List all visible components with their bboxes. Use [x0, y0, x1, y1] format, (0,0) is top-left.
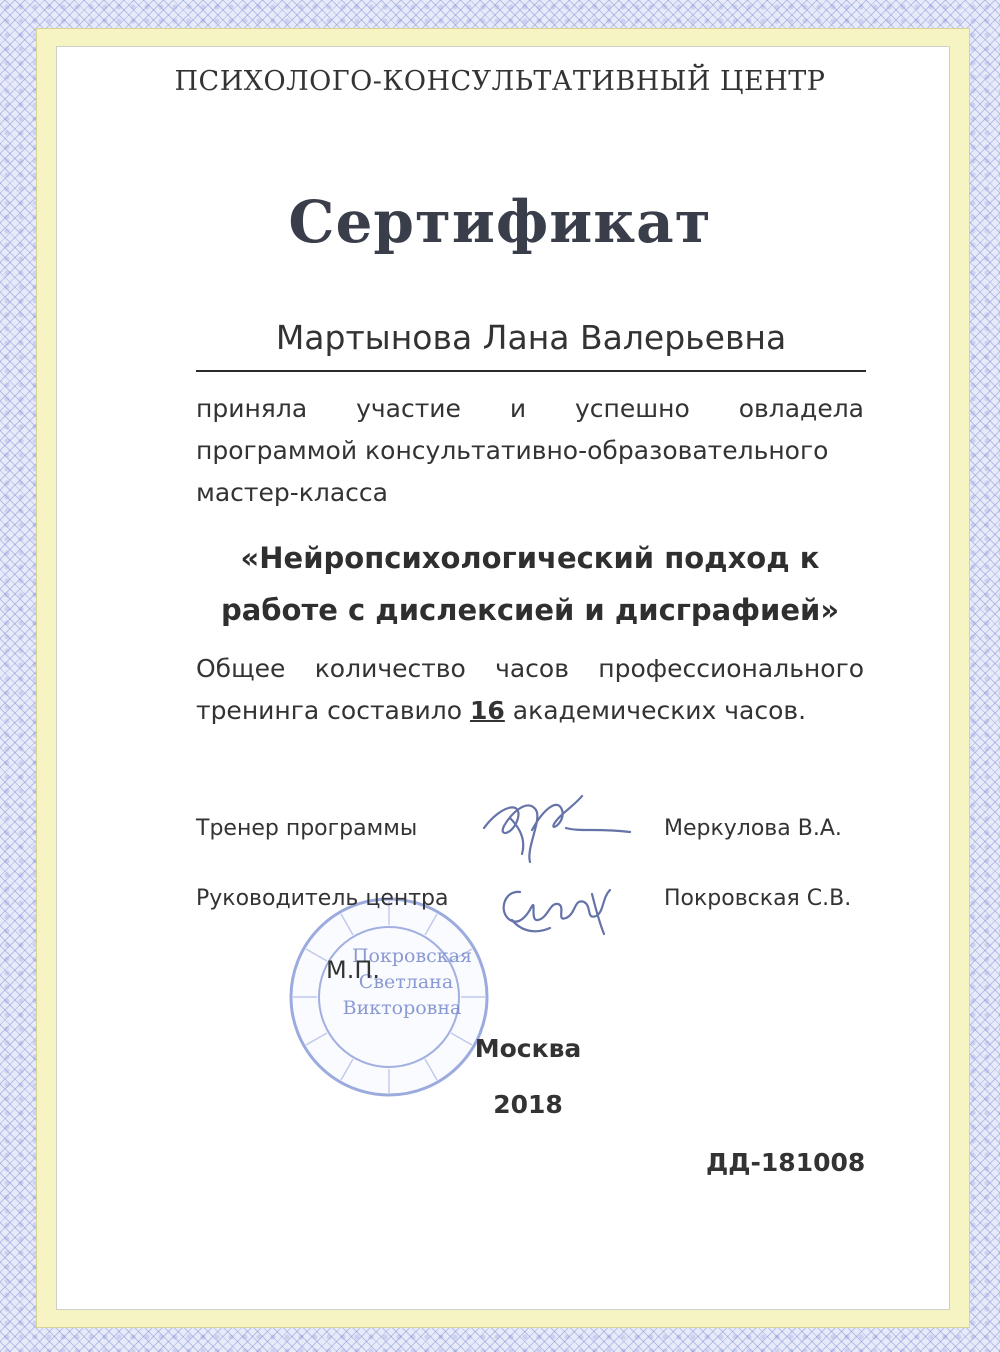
recipient-underline [196, 370, 866, 372]
recipient-name: Мартынова Лана Валерьевна [275, 318, 787, 357]
stamp-text-line-2: Светлана [358, 971, 454, 993]
course-title-line-1: «Нейропсихологический подход к [240, 541, 820, 575]
stamp-text-line-3: Викторовна [342, 997, 462, 1019]
hours-text [196, 648, 864, 732]
trainer-role-label: Тренер программы [196, 816, 418, 841]
hours-line-2-prefix: тренинга составило [196, 696, 463, 725]
participation-line-3: мастер-класса [196, 478, 388, 507]
document-number: ДД-181008 [706, 1148, 866, 1177]
course-title [150, 532, 910, 636]
participation-text [196, 388, 864, 514]
certificate-title: Сертификат [288, 188, 712, 256]
stamp-seal [284, 892, 494, 1102]
hours-line-2 [196, 690, 864, 732]
hours-line-1: Общее количество часов профессионального [196, 654, 864, 683]
issue-year: 2018 [493, 1090, 563, 1119]
center-head-role-label: Руководитель центра [196, 886, 449, 911]
center-head-name: Покровская С.В. [664, 886, 852, 911]
trainer-signature [470, 788, 640, 874]
course-title-line-2: работе с дислексией и дисграфией» [220, 593, 840, 627]
issue-city: Москва [474, 1034, 582, 1063]
trainer-name: Меркулова В.А. [664, 816, 842, 841]
stamp-text-line-1: Покровская [351, 945, 473, 967]
participation-line-1: приняла участие и успешно овладела [196, 394, 864, 423]
participation-line-2: программой консультативно-образовательного [196, 436, 829, 465]
hours-value: 16 [470, 696, 505, 725]
head-signature [492, 872, 622, 942]
issuer-heading: ПСИХОЛОГО-КОНСУЛЬТАТИВНЫЙ ЦЕНТР [174, 66, 826, 97]
hours-line-2-suffix: академических часов. [512, 696, 807, 725]
seal-place-label: М.П. [326, 956, 381, 984]
